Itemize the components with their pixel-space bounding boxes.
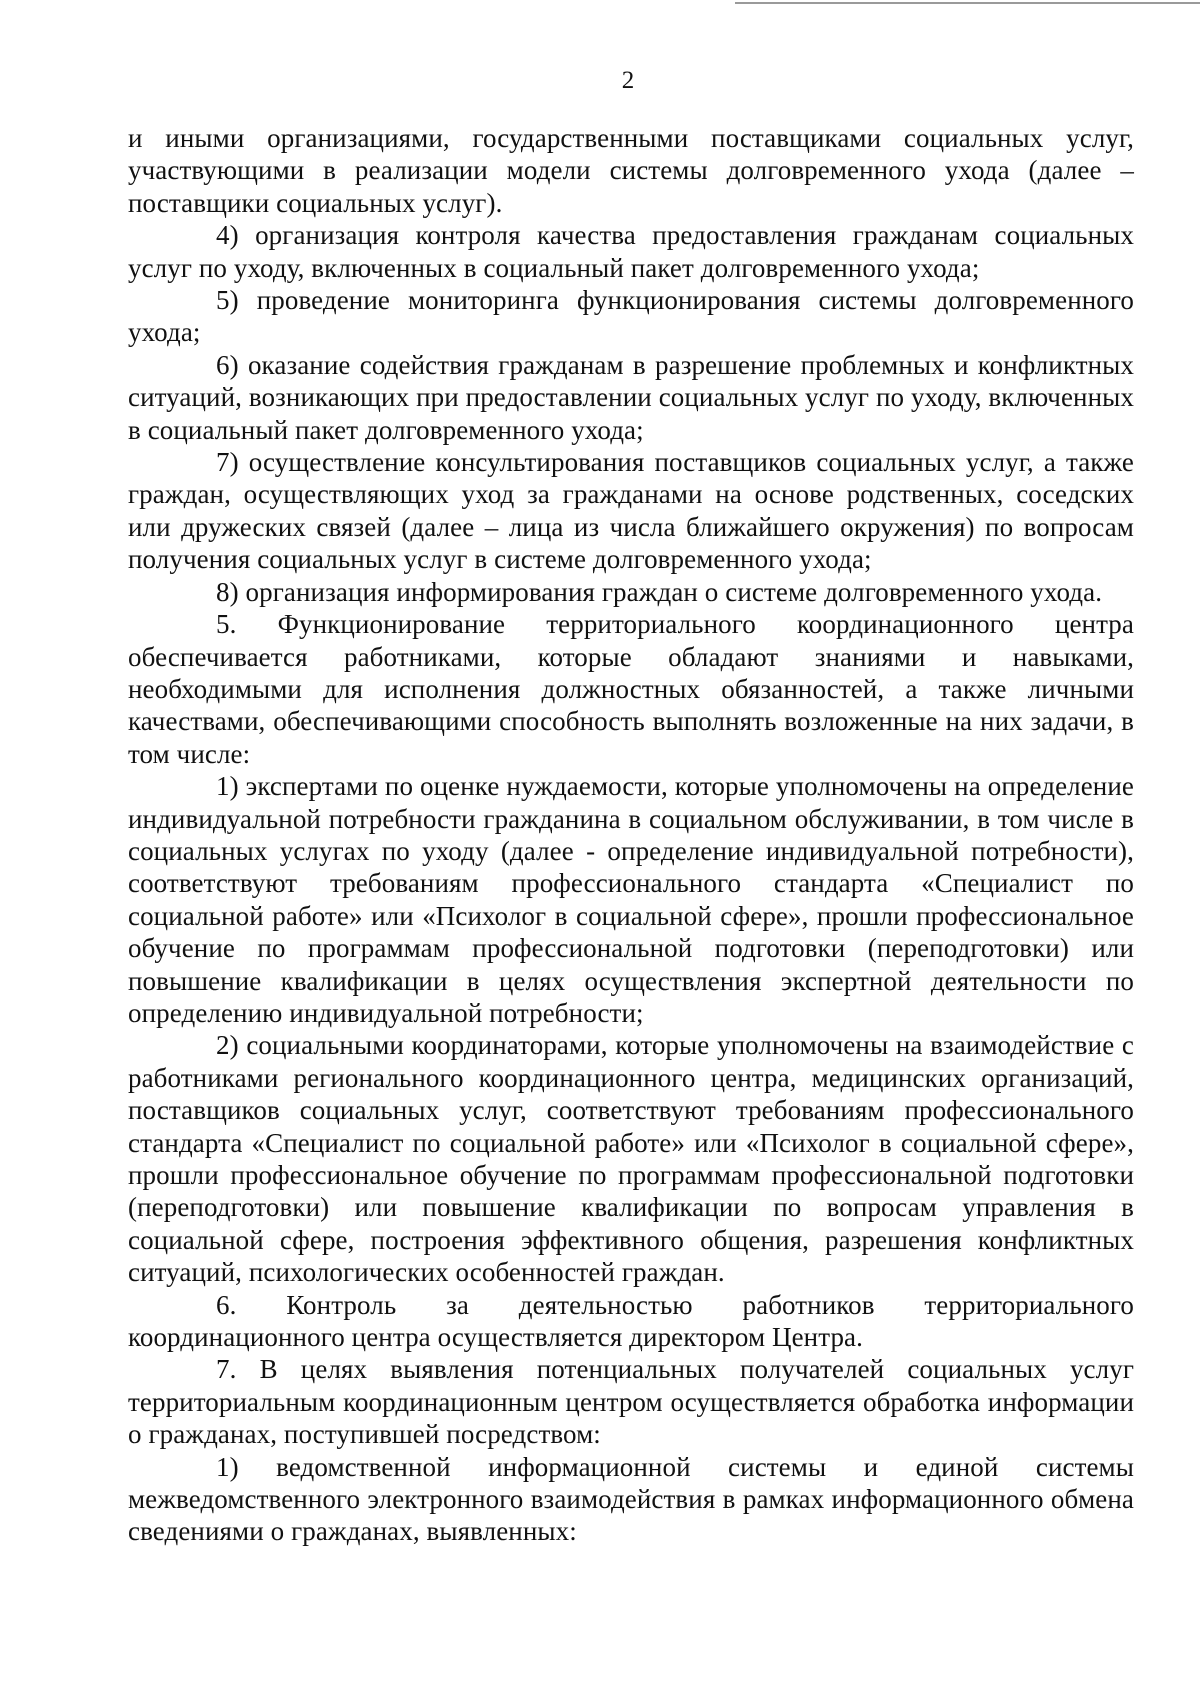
paragraph: 6) оказание содействия гражданам в разрешение проблемных и конфликтных ситуаций, возникающих при предоставлении социальных услуг по уходу, включенных в социальный пакет долговременного ухода; xyxy=(128,349,1134,445)
page-number: 2 xyxy=(621,67,635,94)
scan-edge-line xyxy=(735,2,1200,4)
paragraph: 4) организация контроля качества предоставления гражданам социальных услуг по уходу, включенных в социальный пакет долговременного ухода; xyxy=(128,220,1134,283)
document-body xyxy=(128,122,1134,1548)
paragraph: и иными организациями, государственными поставщиками социальных услуг, участвующими в реализации модели системы долговременного ухода (далее – поставщики социальных услуг). xyxy=(128,123,1134,218)
paragraph: 6. Контроль за деятельностью работников территориального координационного центра осуществляется директором Центра. xyxy=(128,1289,1134,1353)
paragraph: 1) экспертами по оценке нуждаемости, которые уполномочены на определение индивидуальной потребности гражданина в социальном обслуживании, в том числе в социальных услугах по уходу (далее - определение индивидуальной потребности), соответствуют требованиям профессионального стандарта «Специалист по социальной работе» или «Психолог в социальной сфере», прошли профессиональное обучение по программам профессиональной подготовки (переподготовки) или повышение квалификации в целях осуществления экспертной деятельности по определению индивидуальной потребности; xyxy=(128,771,1134,1028)
paragraph: 7) осуществление консультирования поставщиков социальных услуг, а также граждан, осуществляющих уход за гражданами на основе родственных, соседских или дружеских связей (далее – лица из числа ближайшего окружения) по вопросам получения социальных услуг в системе долговременного ухода; xyxy=(128,447,1134,575)
paragraph: 5) проведение мониторинга функционирования системы долговременного ухода; xyxy=(128,285,1134,348)
paragraph: 5. Функционирование территориального координационного центра обеспечивается работниками, которые обладают знаниями и навыками, необходимыми для исполнения должностных обязанностей, а также личными качествами, обеспечивающими способность выполнять возложенные на них задачи, в том числе: xyxy=(128,609,1134,769)
paragraph: 8) организация информирования граждан о системе долговременного ухода. xyxy=(216,576,1103,607)
paragraph: 1) ведомственной информационной системы и единой системы межведомственного электронного взаимодействия в рамках информационного обмена сведениями о гражданах, выявленных: xyxy=(128,1451,1134,1547)
paragraph: 7. В целях выявления потенциальных получателей социальных услуг территориальным координационным центром осуществляется обработка информации о гражданах, поступившей посредством: xyxy=(128,1354,1134,1450)
paragraph: 2) социальными координаторами, которые уполномочены на взаимодействие с работниками регионального координационного центра, медицинских организаций, поставщиков социальных услуг, соответствуют требованиям профессионального стандарта «Специалист по социальной работе» или «Психолог в социальной сфере», прошли профессиональное обучение по программам профессиональной подготовки (переподготовки) или повышение квалификации по вопросам управления в социальной сфере, построения эффективного общения, разрешения конфликтных ситуаций, психологических особенностей граждан. xyxy=(128,1030,1134,1288)
